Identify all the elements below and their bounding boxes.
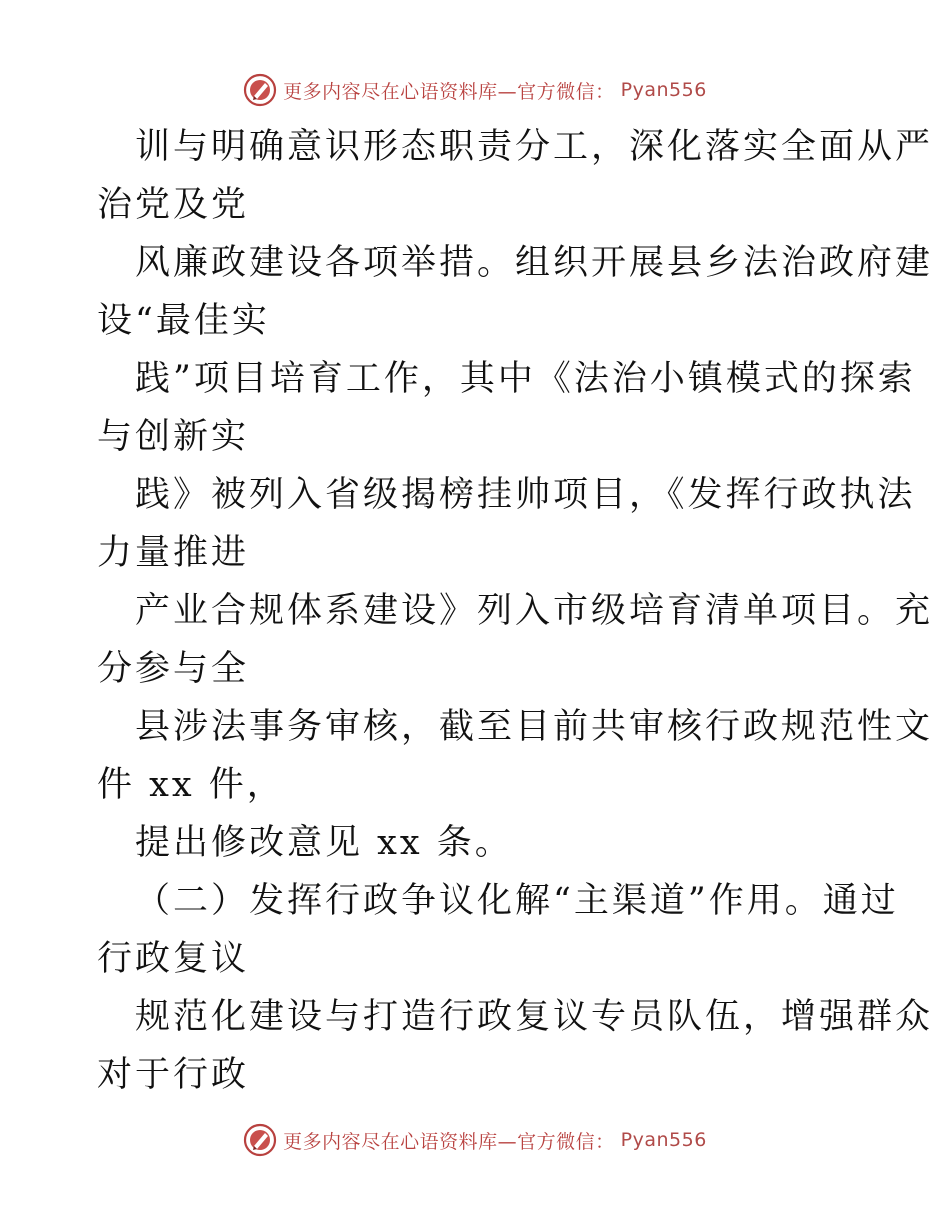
body-line: 与创新实 (97, 417, 250, 457)
body-line: 力量推进 (97, 533, 250, 573)
document-body (97, 118, 934, 1104)
body-line: 规范化建设与打造行政复议专员队伍，增强群众 (135, 997, 934, 1037)
watermark-contact: Pyan556 (620, 79, 707, 101)
body-line: 设“最佳实 (97, 301, 270, 341)
body-line: 分参与全 (97, 649, 250, 689)
body-line: 风廉政建设各项举措。组织开展县乡法治政府建 (135, 243, 934, 283)
footer-watermark (0, 1122, 950, 1158)
body-line: 件 xx 件， (97, 765, 285, 805)
body-line: （二）发挥行政争议化解“主渠道”作用。通过 (135, 881, 899, 921)
body-line: 治党及党 (97, 185, 250, 225)
pen-seal-icon (243, 1123, 277, 1157)
body-line: 产业合规体系建设》列入市级培育清单项目。充 (135, 591, 934, 631)
body-line: 践”项目培育工作，其中《法治小镇模式的探索 (135, 359, 916, 399)
pen-seal-icon (243, 73, 277, 107)
watermark-contact: Pyan556 (620, 1129, 707, 1151)
body-line: 行政复议 (97, 939, 250, 979)
body-line: 对于行政 (97, 1055, 250, 1095)
body-line: 训与明确意识形态职责分工，深化落实全面从严 (135, 127, 934, 167)
header-watermark (0, 72, 950, 108)
body-line: 提出修改意见 xx 条。 (135, 823, 513, 863)
watermark-text: 更多内容尽在心语资料库—官方微信： (283, 1130, 615, 1153)
watermark-text: 更多内容尽在心语资料库—官方微信： (283, 80, 615, 103)
body-line: 县涉法事务审核，截至目前共审核行政规范性文 (135, 707, 934, 747)
body-line: 践》被列入省级揭榜挂帅项目，《发挥行政执法 (135, 475, 916, 515)
